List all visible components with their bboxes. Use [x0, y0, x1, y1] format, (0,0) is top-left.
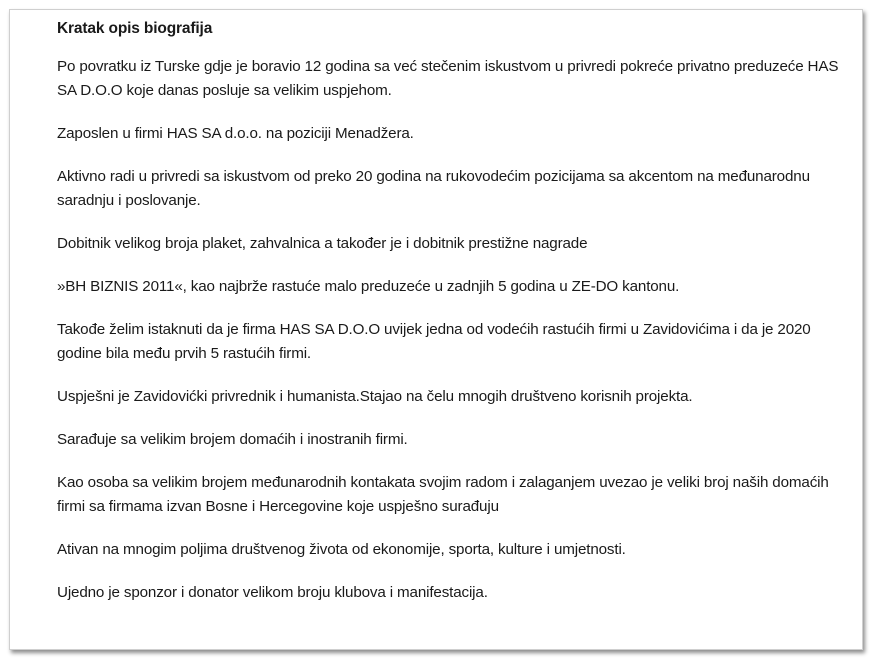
paragraph-10: Ativan na mnogim poljima društvenog života od ekonomije, sporta, kulture i umjetnosti.	[57, 541, 626, 558]
paragraph-1: Po povratku iz Turske gdje je boravio 12 godina sa već stečenim iskustvom u privredi pokreće privatno preduzeće HAS SA D.O.O koje danas posluje sa velikim uspjehom.	[57, 58, 839, 99]
paragraph-9: Kao osoba sa velikim brojem međunarodnih kontakata svojim radom i zalaganjem uvezao je veliki broj naših domaćih firmi sa firmama izvan Bosne i Hercegovine koje uspješno surađuju	[57, 474, 829, 515]
paragraph-8: Sarađuje sa velikim brojem domaćih i inostranih firmi.	[57, 431, 408, 448]
paragraph-5: »BH BIZNIS 2011«, kao najbrže rastuće malo preduzeće u zadnjih 5 godina u ZE-DO kantonu.	[57, 278, 680, 295]
document-page	[9, 9, 863, 650]
paragraph-6: Takođe želim istaknuti da je firma HAS SA D.O.O uvijek jedna od vodećih rastućih firmi u Zavidovićima i da je 2020 godine bila među prvih 5 rastućih firmi.	[57, 321, 811, 362]
paragraph-4: Dobitnik velikog broja plaket, zahvalnica a također je i dobitnik prestižne nagrade	[57, 235, 588, 252]
paragraph-3: Aktivno radi u privredi sa iskustvom od preko 20 godina na rukovodećim pozicijama sa akcentom na međunarodnu saradnju i poslovanje.	[57, 168, 810, 209]
paragraph-7: Uspješni je Zavidovićki privrednik i humanista.Stajao na čelu mnogih društveno korisnih projekta.	[57, 388, 693, 405]
paragraph-2: Zaposlen u firmi HAS SA d.o.o. na poziciji Menadžera.	[57, 125, 414, 142]
document-content	[57, 19, 847, 624]
paragraph-11: Ujedno je sponzor i donator velikom broju klubova i manifestacija.	[57, 584, 488, 601]
document-title: Kratak opis biografija	[57, 20, 213, 37]
